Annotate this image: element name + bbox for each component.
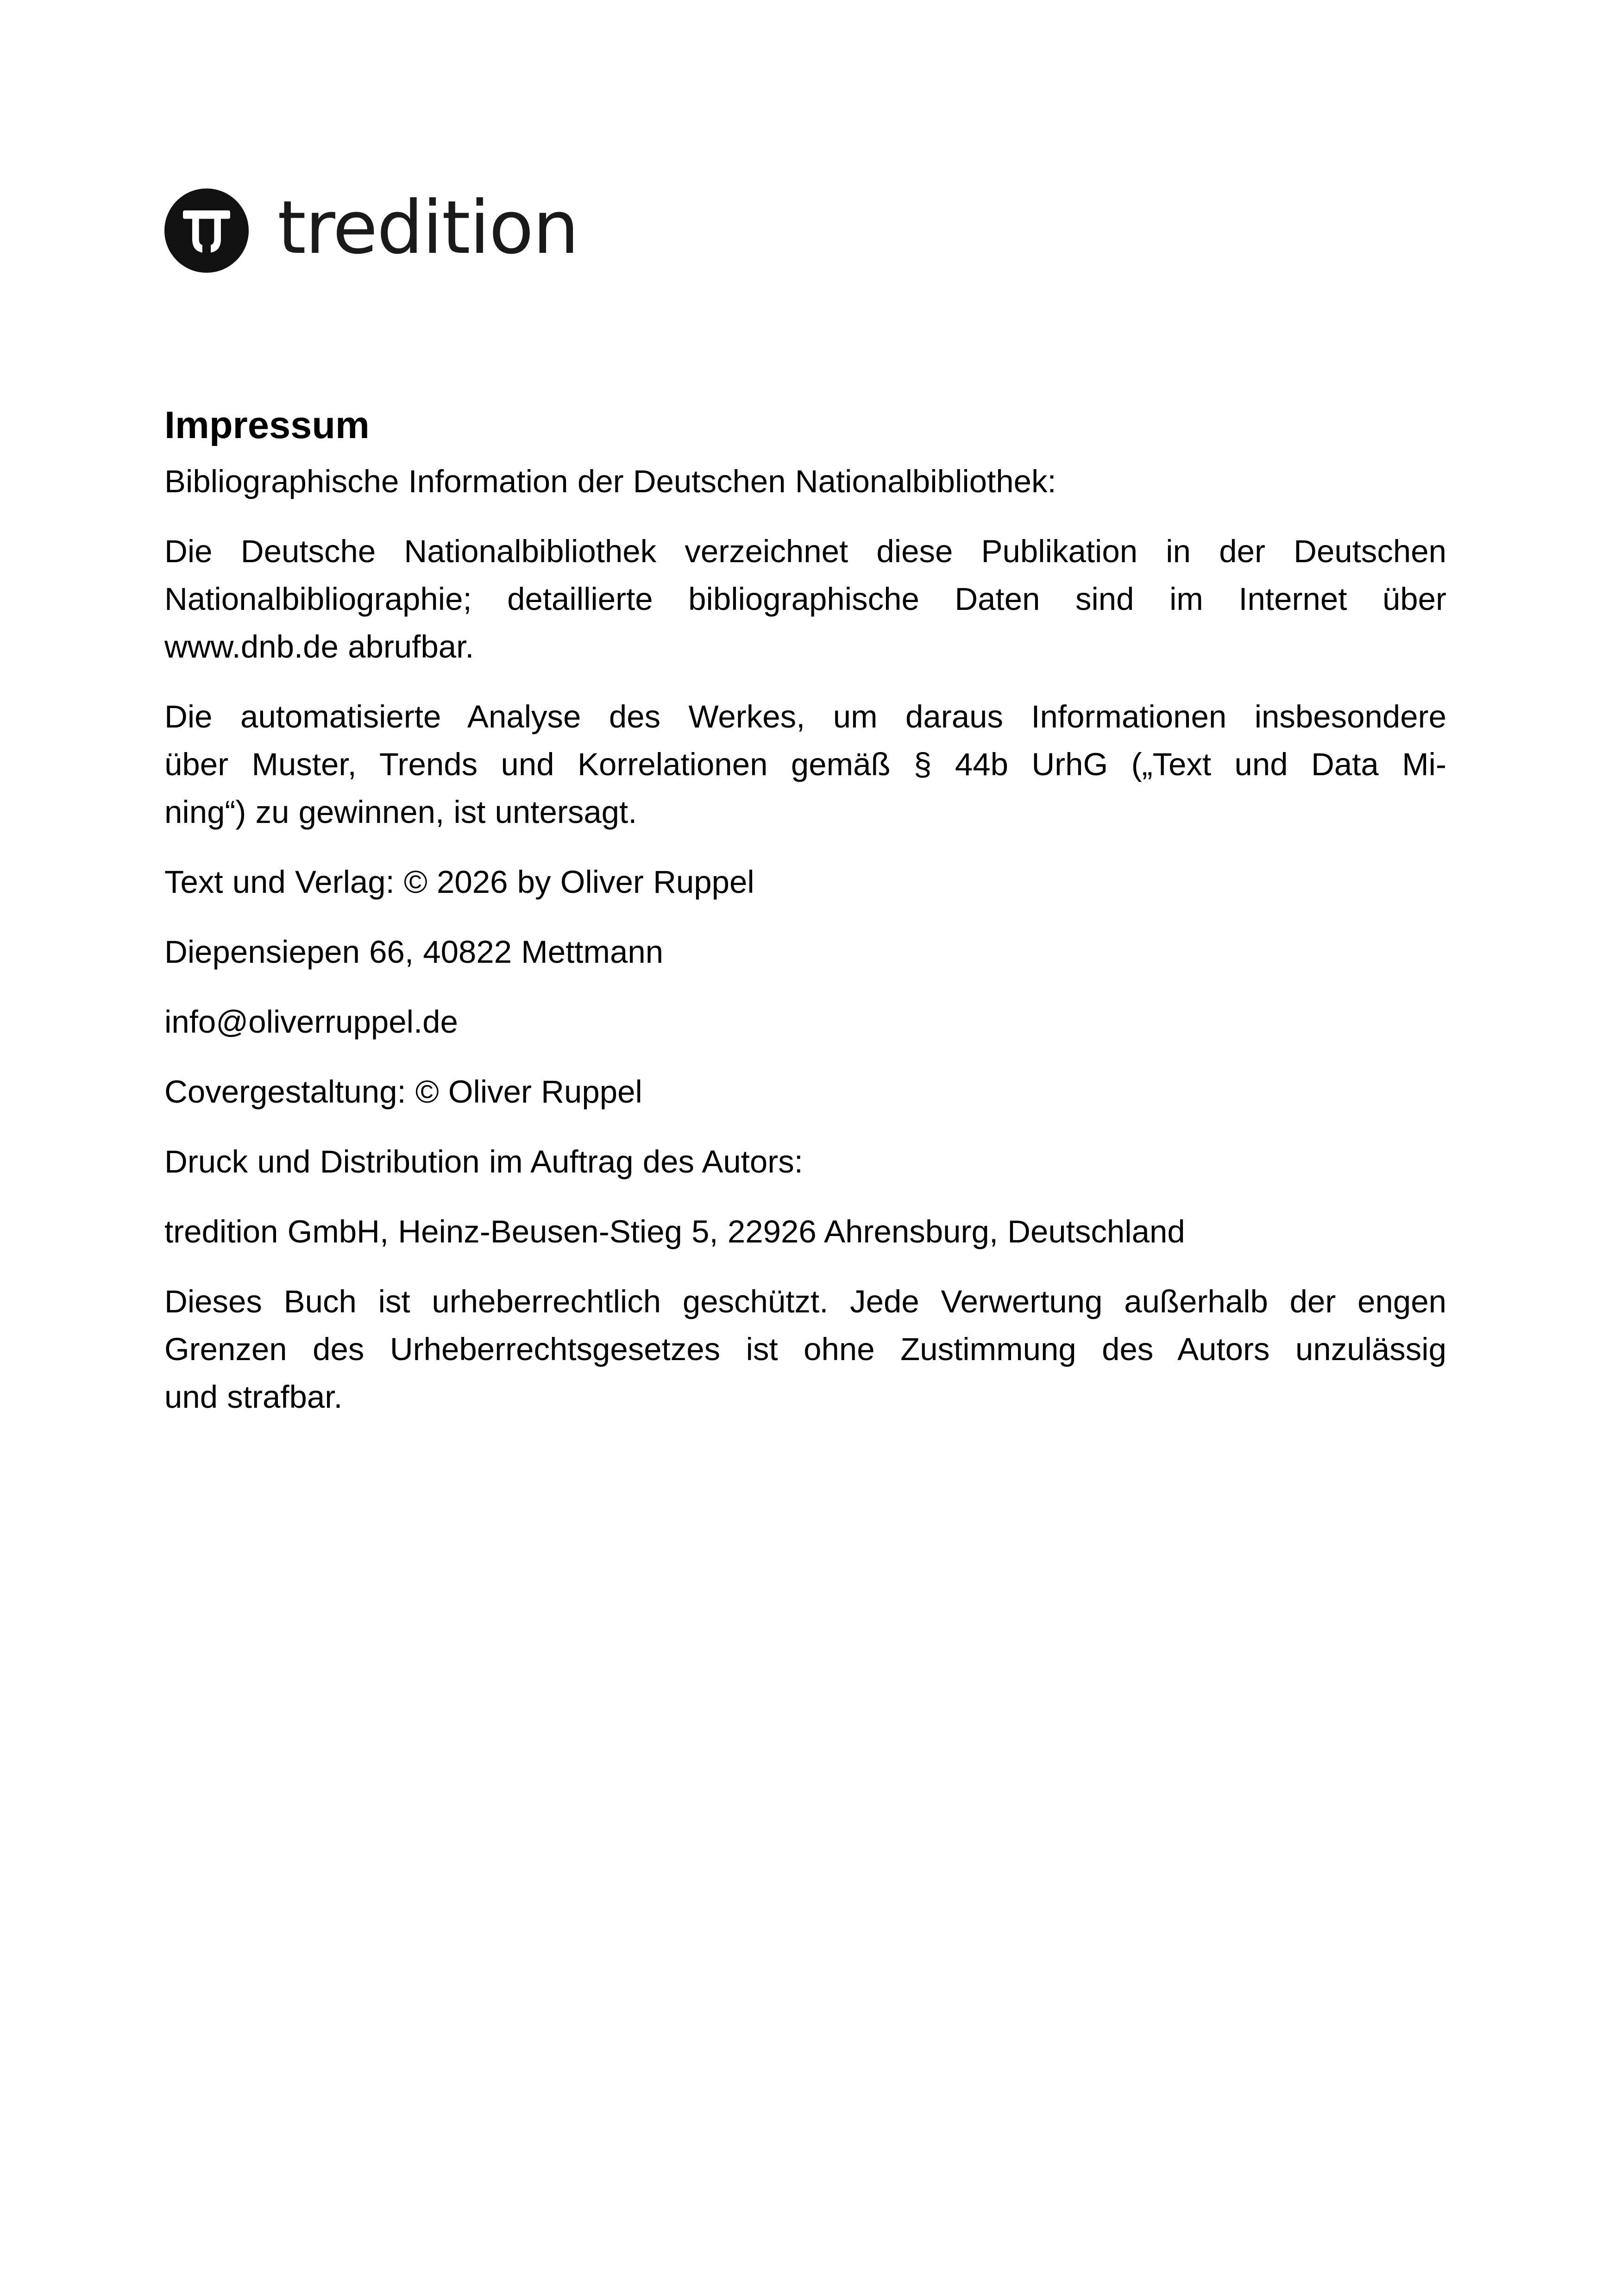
text-verlag-text: Text und Verlag: © 2026 by Oliver Ruppel [164,864,754,900]
tredition-logo-icon [164,188,249,273]
tdm-line-1: Die automatisierte Analyse des Werkes, um daraus Informationen insbesondere [164,699,1446,734]
impressum-heading: Impressum [164,403,370,446]
tredition-wordmark: tredition [277,185,578,270]
dnb-line-3: www.dnb.de abrufbar. [164,629,474,665]
impressum-section [164,397,1446,1443]
bib-info-text: Bibliographische Information der Deutschen Nationalbibliothek: [164,464,1056,499]
email-text: info@oliverruppel.de [164,1004,458,1040]
email-line [164,998,1446,1046]
tdm-line-3: ning“) zu gewinnen, ist untersagt. [164,794,637,830]
text-verlag-line [164,858,1446,906]
text-data-mining-paragraph [164,693,1446,836]
print-distribution-line [164,1138,1446,1186]
publisher-address-line [164,1208,1446,1255]
copyright-line-1: Dieses Buch ist urheberrechtlich geschützt. Jede Verwertung außerhalb der engen [164,1284,1446,1319]
bibliographic-info-line [164,458,1446,505]
publisher-logo [164,185,578,273]
copyright-paragraph [164,1278,1446,1421]
address-line [164,928,1446,976]
dnb-line-1: Die Deutsche Nationalbibliothek verzeichnet diese Publikation in der Deutschen [164,533,1446,569]
cover-design-text: Covergestaltung: © Oliver Ruppel [164,1074,642,1110]
dnb-line-2: Nationalbibliographie; detaillierte bibliographische Daten sind im Internet über [164,581,1446,617]
copyright-line-3: und strafbar. [164,1379,343,1415]
copyright-line-2: Grenzen des Urheberrechtsgesetzes ist ohne Zustimmung des Autors unzulässig [164,1331,1446,1367]
print-distribution-text: Druck und Distribution im Auftrag des Autors: [164,1144,803,1179]
tdm-line-2: über Muster, Trends und Korrelationen gemäß § 44b UrhG („Text und Data Mi- [164,747,1446,782]
address-text: Diepensiepen 66, 40822 Mettmann [164,934,664,970]
dnb-paragraph [164,527,1446,671]
publisher-address-text: tredition GmbH, Heinz-Beusen-Stieg 5, 22926 Ahrensburg, Deutschland [164,1214,1185,1249]
cover-design-line [164,1068,1446,1116]
